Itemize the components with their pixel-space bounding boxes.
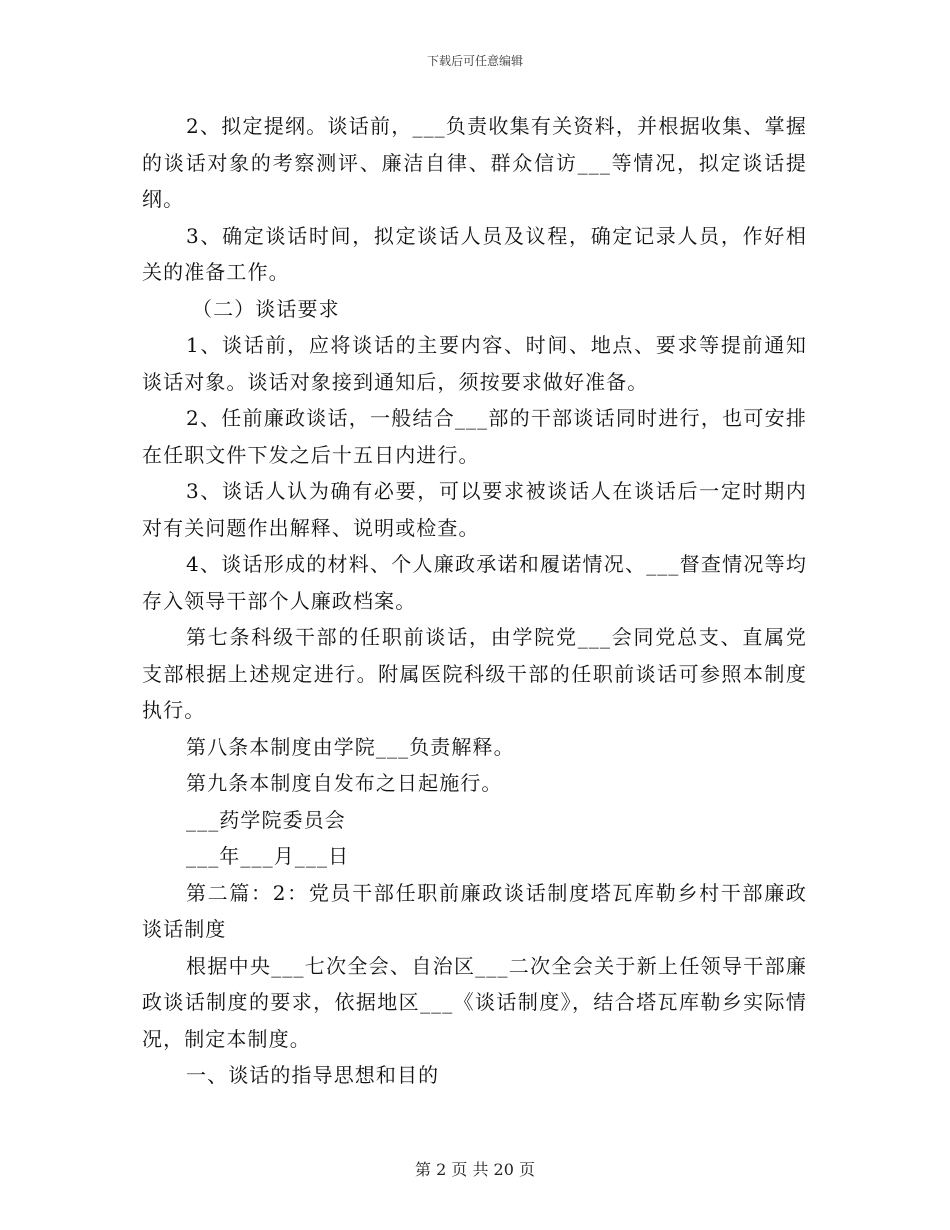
paragraph-intro: 根据中央___七次全会、自治区___二次全会关于新上任领导干部廉政谈话制度的要求，依据地区___《谈话制度》，结合塔瓦库勒乡实际情况，制定本制度。 <box>142 953 807 1051</box>
page-number: 第 2 页 共 20 页 <box>415 1160 535 1179</box>
paragraph-article-9: 第九条本制度自发布之日起施行。 <box>186 771 503 795</box>
section-heading-requirements: （二）谈话要求 <box>192 296 340 321</box>
paragraph-requirement-1: 1、谈话前，应将谈话的主要内容、时间、地点、要求等提前通知谈话对象。谈话对象接到通知后，须按要求做好准备。 <box>142 333 807 394</box>
paragraph-requirement-4: 4、谈话形成的材料、个人廉政承诺和履诺情况、___督查情况等均存入领导干部个人廉政档案。 <box>142 552 807 613</box>
signature-committee: ___药学院委员会 <box>186 807 346 832</box>
paragraph-article-8: 第八条本制度由学院___负责解释。 <box>186 734 515 759</box>
section-heading-guiding-thought: 一、谈话的指导思想和目的 <box>186 1063 440 1087</box>
paragraph-schedule: 3、确定谈话时间，拟定谈话人员及议程，确定记录人员，作好相关的准备工作。 <box>142 223 807 284</box>
signature-date: ___年___月___日 <box>186 844 350 868</box>
paragraph-outline: 2、拟定提纲。谈话前，___负责收集有关资料，并根据收集、掌握的谈话对象的考察测评、廉洁自律、群众信访___等情况，拟定谈话提纲。 <box>142 114 807 211</box>
paragraph-requirement-3: 3、谈话人认为确有必要，可以要求被谈话人在谈话后一定时期内对有关问题作出解释、说明或检查。 <box>142 479 807 540</box>
chapter-title-2: 第二篇：2：党员干部任职前廉政谈话制度塔瓦库勒乡村干部廉政谈话制度 <box>142 880 807 941</box>
paragraph-requirement-2: 2、任前廉政谈话，一般结合___部的干部谈话同时进行，也可安排在任职文件下发之后十五日内进行。 <box>142 406 807 467</box>
paragraph-article-7: 第七条科级干部的任职前谈话，由学院党___会同党总支、直属党支部根据上述规定进行。附属医院科级干部的任职前谈话可参照本制度执行。 <box>142 625 807 722</box>
page-header: 下载后可任意编辑 <box>426 54 523 68</box>
document-body <box>142 108 807 1094</box>
